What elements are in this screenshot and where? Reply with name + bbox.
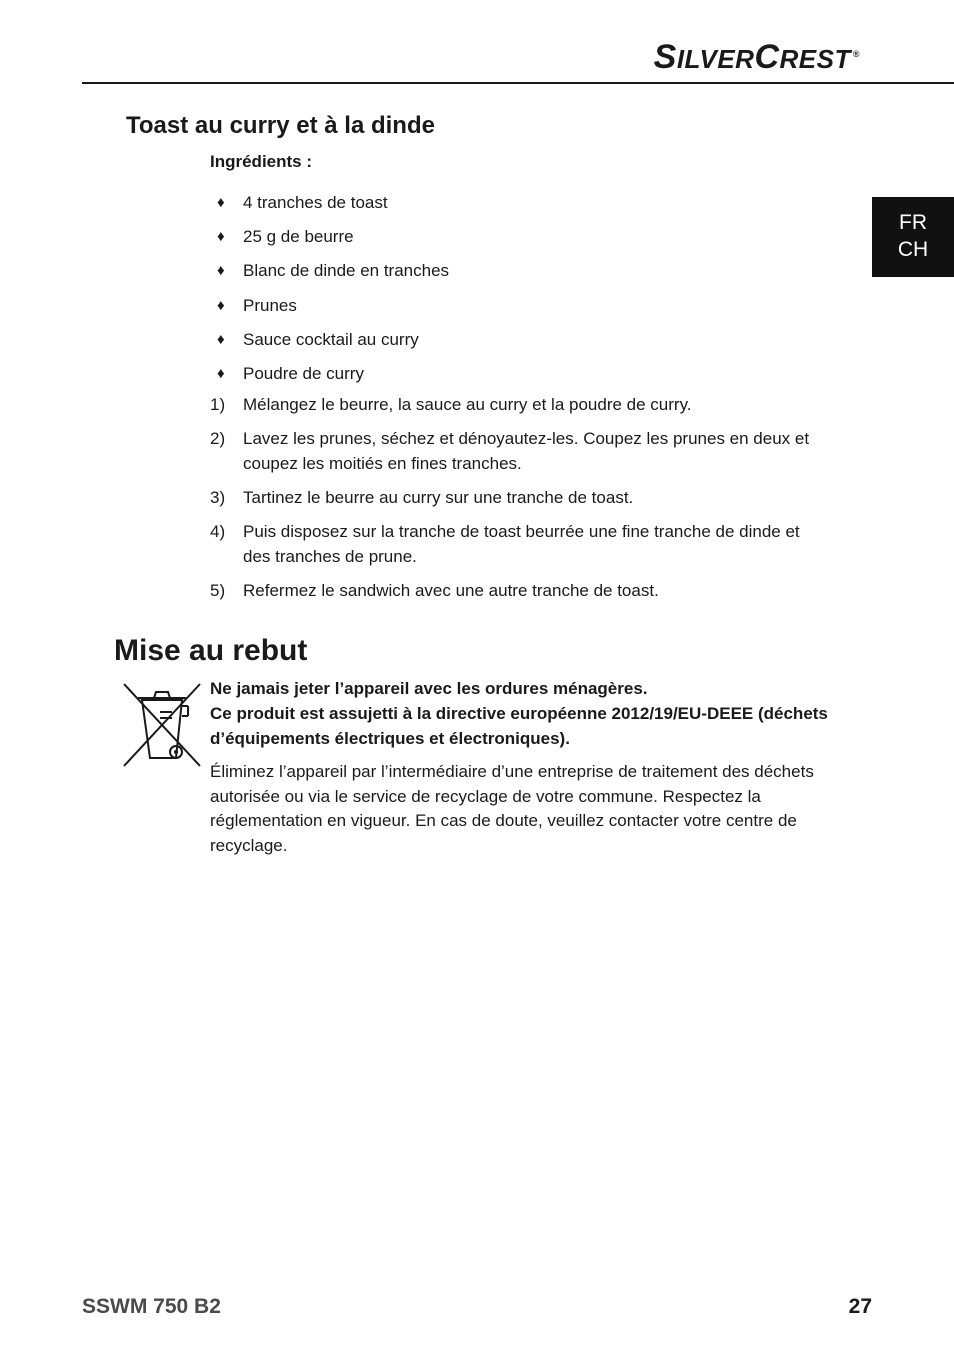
diamond-bullet-icon: ♦ bbox=[217, 330, 225, 348]
brand-logo: SILVERCREST ® bbox=[653, 38, 860, 76]
ingredient-list bbox=[210, 188, 449, 393]
crossed-out-wheelie-bin-icon bbox=[120, 680, 204, 770]
recipe-steps bbox=[210, 392, 830, 612]
list-item: ♦ 4 tranches de toast bbox=[210, 188, 449, 222]
recipe-step: 1) Mélangez le beurre, la sauce au curry et la poudre de curry. bbox=[210, 395, 692, 414]
disposal-warning bbox=[210, 676, 830, 751]
diamond-bullet-icon: ♦ bbox=[217, 194, 225, 211]
recipe-title: Toast au curry et à la dinde bbox=[126, 112, 435, 139]
list-item: ♦ Prunes bbox=[210, 291, 449, 325]
language-code-fr: FR bbox=[899, 211, 927, 234]
footer-page-number: 27 bbox=[848, 1295, 872, 1318]
warning-line: Ne jamais jeter l’appareil avec les ordures ménagères. bbox=[210, 679, 648, 698]
list-item: ♦ Blanc de dinde en tranches bbox=[210, 256, 449, 290]
language-code-ch: CH bbox=[897, 238, 929, 261]
warning-line: Ce produit est assujetti à la directive européenne 2012/19/EU-DEEE (déchets d’équipements électriques et électroniques). bbox=[210, 704, 828, 748]
recipe-step: 4) Puis disposez sur la tranche de toast beurrée une fine tranche de dinde et des tranches de prune. bbox=[210, 522, 800, 566]
diamond-bullet-icon: ♦ bbox=[217, 296, 225, 314]
diamond-bullet-icon: ♦ bbox=[217, 228, 225, 246]
recipe-step: 5) Refermez le sandwich avec une autre tranche de toast. bbox=[210, 581, 659, 600]
header-divider bbox=[82, 82, 954, 84]
language-tab bbox=[872, 197, 954, 277]
recipe-step: 3) Tartinez le beurre au curry sur une tranche de toast. bbox=[210, 488, 634, 507]
recipe-step: 2) Lavez les prunes, séchez et dénoyautez-les. Coupez les prunes en deux et coupez les moitiés en fines tranches. bbox=[210, 429, 810, 473]
list-item: ♦ Sauce cocktail au curry bbox=[210, 325, 449, 359]
footer-model-number: SSWM 750 B2 bbox=[82, 1295, 221, 1318]
ingredients-heading: Ingrédients : bbox=[210, 152, 313, 171]
diamond-bullet-icon: ♦ bbox=[217, 364, 225, 382]
list-item: ♦ Poudre de curry bbox=[210, 359, 449, 393]
diamond-bullet-icon: ♦ bbox=[217, 262, 225, 280]
disposal-title: Mise au rebut bbox=[114, 634, 308, 667]
disposal-instructions: Éliminez l’appareil par l’intermédiaire d’une entreprise de traitement des déchets autorisée ou via le service de recyclage de votre commune. Respectez la réglementation en vigueur. En cas de doute, veuillez contacter votre centre de recyclage. bbox=[210, 762, 814, 855]
list-item: ♦ 25 g de beurre bbox=[210, 222, 449, 256]
